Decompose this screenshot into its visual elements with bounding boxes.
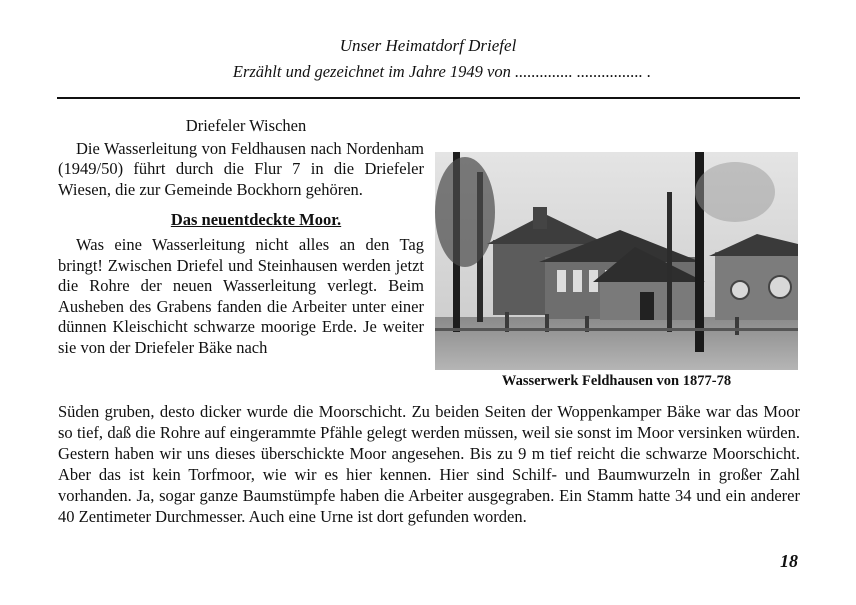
header-divider — [57, 97, 800, 99]
article-subheading: Das neuentdeckte Moor. — [170, 210, 342, 230]
page-number: 18 — [780, 551, 798, 571]
photo-caption: Wasserwerk Feldhausen von 1877-78 — [501, 373, 732, 389]
waterworks-illustration — [435, 152, 798, 370]
page-header-subtitle: Erzählt und gezeichnet im Jahre 1949 von .............. ................ . — [232, 62, 652, 81]
article-paragraph-start: Was eine Wasserleitung nicht alles an den Tag bringt! Zwischen Driefel und Steinhausen werden jetzt die Rohre der neuen Wasserleitung verlegt. Beim Ausheben des Grabens fanden die Arbeiter unter einer dünnen Kleischicht schwarze moorige Erde. Je weiter sie von der Driefeler Bäke nach — [58, 234, 424, 357]
article-paragraph-continued: Süden gruben, desto dicker wurde die Moorschicht. Zu beiden Seiten der Woppenkamper Bäke war das Moor so tief, daß die Rohre auf eingerammte Pfähle gelegt werden müssen, weil sie sonst im Moor versinken würden. Gestern haben wir uns dieses überschickte Moor angesehen. Bis zu 9 m tief reicht die schwarze Moorschicht. Aber das ist kein Torfmoor, wie wir es hier kennen. Hier sind Schilf- und Baumwurzeln in großer Zahl vorhanden. Ja, sogar ganze Baumstümpfe haben die Arbeiter ausgegraben. Ein Stamm hatte 34 und ein anderer 40 Zentimeter Durchmesser. Auch eine Urne ist dort gefunden worden. — [58, 402, 800, 526]
waterworks-photo — [435, 152, 798, 370]
intro-paragraph: Die Wasserleitung von Feldhausen nach Nordenham (1949/50) führt durch die Flur 7 in die Driefeler Wiesen, die zur Gemeinde Bockhorn gehören. — [58, 138, 424, 199]
section-title: Driefeler Wischen — [185, 116, 307, 135]
page-header-title: Unser Heimatdorf Driefel — [339, 36, 517, 55]
left-column — [58, 116, 424, 359]
